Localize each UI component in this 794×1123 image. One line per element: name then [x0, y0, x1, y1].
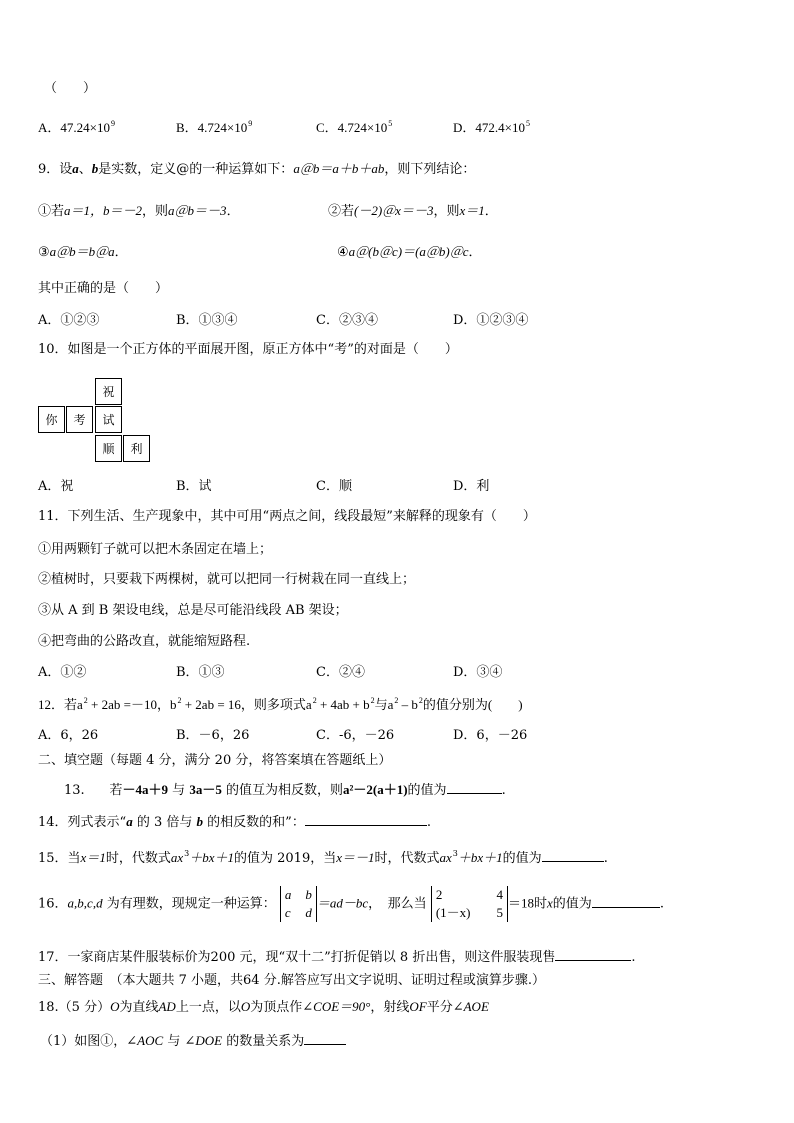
- q12-option-d: D．6，－26: [453, 728, 528, 743]
- q18-part-1-answer-blank: [304, 1030, 346, 1045]
- q14: 14．列式表示“a 的 3 倍与 b 的相反数的和”： .: [38, 811, 431, 832]
- q9-statement-3: ③a＠b＝b＠a．: [38, 244, 128, 260]
- section-2-heading: 二、填空题（每题 4 分，满分 20 分，将答案填在答题纸上）: [38, 753, 392, 768]
- q9-option-b: B．①③④: [176, 313, 238, 328]
- q9-stem: 9．设a、b是实数，定义@的一种运算如下：a＠b＝a＋b＋ab，则下列结论：: [38, 161, 476, 177]
- q9-statement-1: ①若a＝1，b＝－2，则a＠b＝－3．: [38, 203, 240, 219]
- q18-part-1: （1）如图①，∠AOC 与 ∠DOE 的数量关系为: [40, 1030, 346, 1051]
- q11-option-b: B．①③: [176, 665, 225, 680]
- q12-option-a: A．6，26: [38, 728, 99, 743]
- q11-item-2: ②植树时，只要栽下两棵树，就可以把同一行树栽在同一直线上；: [38, 572, 416, 587]
- q8-paren: （ ）: [44, 81, 97, 96]
- q9-option-d: D．①②③④: [453, 313, 529, 328]
- q8-option-c: C．$4.724\times 10^5$: [316, 119, 393, 135]
- net-cell-shun: 顺: [95, 435, 122, 462]
- q17-answer-blank: [555, 946, 631, 961]
- q13: 13. 若－4a＋9 与 3a－5 的值互为相反数，则a²－2(a＋1)的值为 .: [64, 779, 506, 800]
- net-cell-top: 祝: [95, 378, 122, 405]
- q18-stem: 18.（5 分）O为直线AD上一点，以O为顶点作∠COE＝90°，射线OF平分∠AOE: [38, 999, 489, 1015]
- q15-answer-blank: [542, 847, 604, 862]
- net-cell-shi: 试: [95, 406, 122, 433]
- net-cell-ni: 你: [38, 406, 65, 433]
- q16-determinant-1: a b c d: [280, 886, 317, 922]
- q10-option-a: A．祝: [38, 479, 74, 494]
- q10-option-c: C．顺: [316, 479, 352, 494]
- q13-answer-blank: [447, 779, 502, 794]
- q11-item-1: ①用两颗钉子就可以把木条固定在墙上；: [38, 542, 273, 557]
- q10-option-d: D．利: [453, 479, 490, 494]
- q12-stem: 12．若$a^2 + 2ab =-10$，$b^2 + 2ab = 16$，则多项式$a^2 + 4ab + b^2$与$a^2 - b^2$的值分别为( ): [38, 696, 523, 712]
- q9-option-c: C．②③④: [316, 313, 378, 328]
- q11-stem: 11．下列生活、生产现象中，其中可用“两点之间，线段最短”来解释的现象有（ ）: [38, 509, 536, 524]
- q9-statement-4: ④a＠(b＠c)＝(a＠b)＠c．: [337, 244, 482, 260]
- q12-option-b: B．－6，26: [176, 728, 250, 743]
- q10-stem: 10．如图是一个正方体的平面展开图，原正方体中“考”的对面是（ ）: [38, 342, 458, 357]
- q14-answer-blank: [305, 811, 427, 826]
- q8-option-b: B．$4.724\times 10^9$: [176, 119, 253, 135]
- q16: 16．a,b,c,d 为有理数，现规定一种运算： a b c d ＝ad－bc， 那么当 2 4 (1－x) 5 ＝18时x的值为 .: [38, 887, 664, 920]
- section-3-heading: 三、解答题 （本大题共 7 小题，共64 分.解答应写出文字说明、证明过程或演算步骤.）: [38, 973, 545, 988]
- q8-option-d: D．$472.4\times 10^5$: [453, 119, 530, 135]
- q16-answer-blank: [592, 893, 660, 908]
- q11-option-c: C．②④: [316, 665, 365, 680]
- q9-ask: 其中正确的是（ ）: [38, 281, 169, 296]
- q9-option-a: A．①②③: [38, 313, 100, 328]
- q15: 15．当x＝1时，代数式$ax^3+bx+1$的值为 2019，当x＝－1时，代数式$ax^3+bx+1$的值为 .: [38, 849, 608, 866]
- q16-determinant-2: 2 4 (1－x) 5: [431, 886, 508, 922]
- q12-option-c: C．-6，－26: [316, 728, 395, 743]
- q11-option-a: A．①②: [38, 665, 87, 680]
- q11-item-4: ④把弯曲的公路改直，就能缩短路程.: [38, 634, 251, 649]
- q10-option-b: B．试: [176, 479, 212, 494]
- cube-net-figure: [38, 378, 153, 462]
- net-cell-kao: 考: [66, 406, 93, 433]
- q8-option-a: A．$47.24\times 10^9$: [38, 119, 115, 135]
- q11-item-3: ③从 A 到 B 架设电线，总是尽可能沿线段 AB 架设；: [38, 603, 348, 618]
- net-cell-li: 利: [123, 435, 150, 462]
- q17: 17．一家商店某件服装标价为200 元，现“双十二”打折促销以 8 折出售，则这件服装现售 .: [38, 946, 635, 967]
- q11-option-d: D．③④: [453, 665, 503, 680]
- q9-statement-2: ②若(－2)＠x＝－3，则x＝1．: [328, 203, 498, 219]
